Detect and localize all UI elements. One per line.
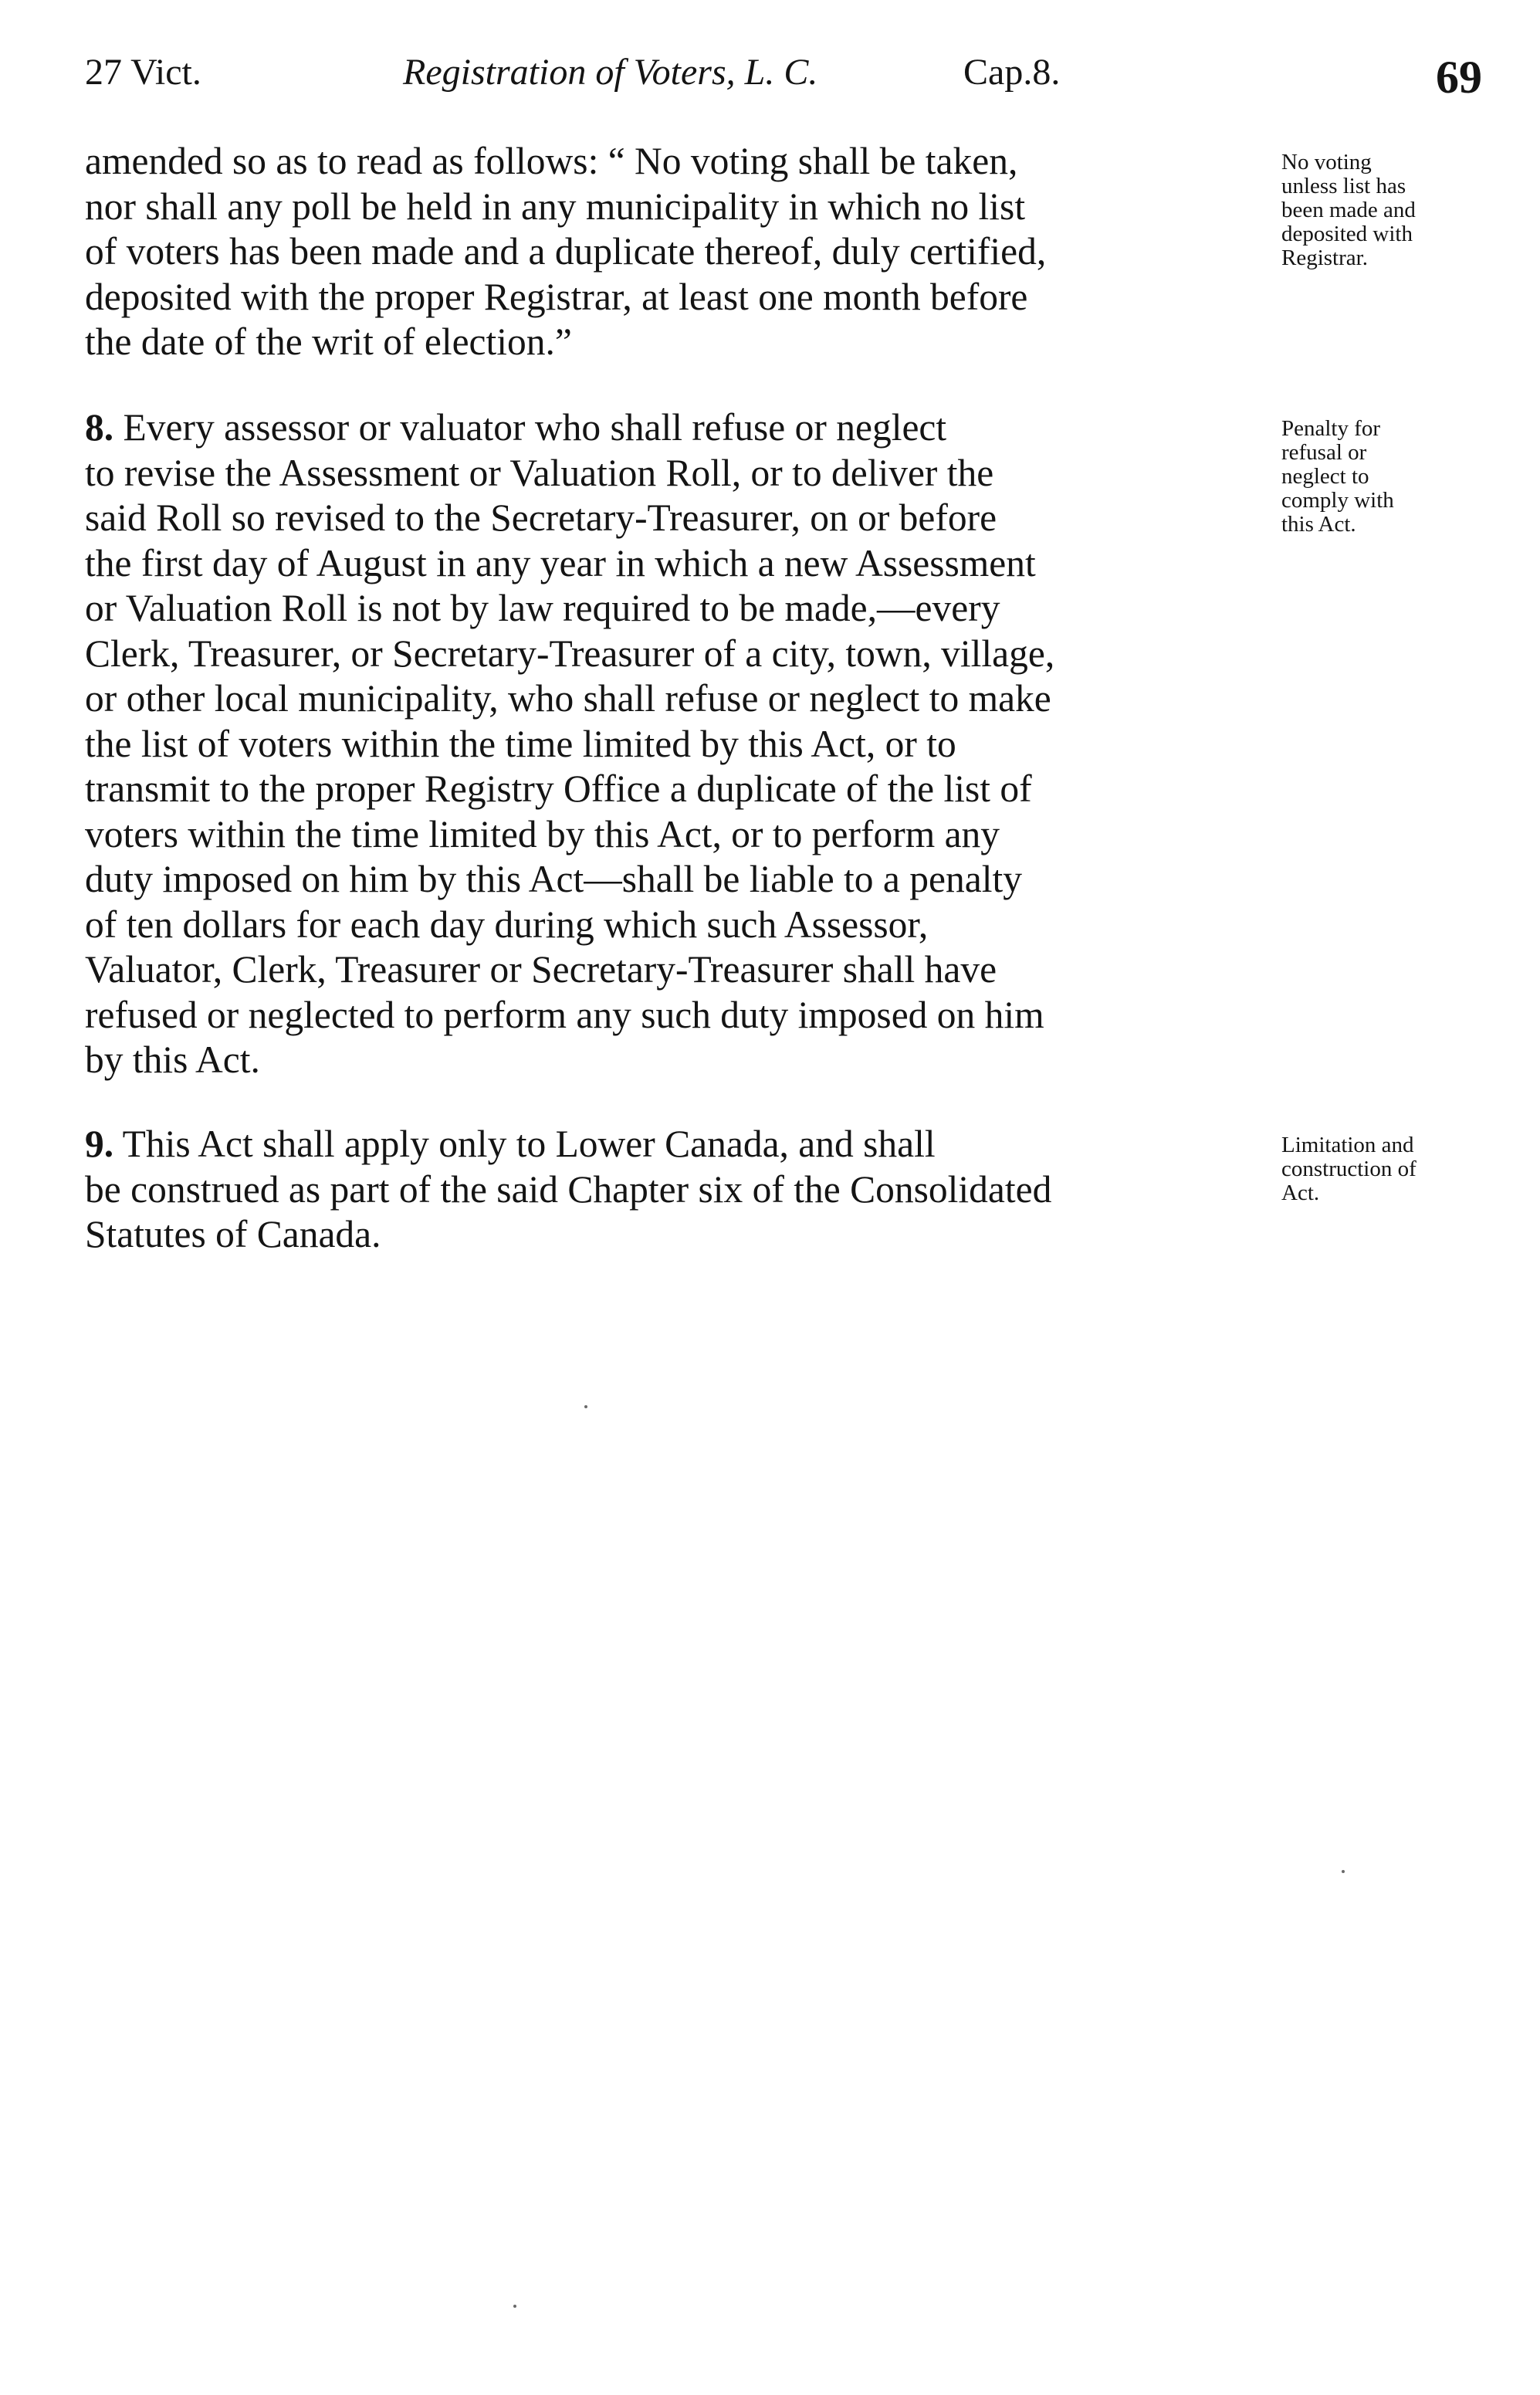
section-text: amended so as to read as follows: “ No voting shall be taken, nor shall any poll be held in any municipality in which no list of voters has been made and a duplicate thereof, duly certified, deposited with the proper Registrar, at least one month before the date of the writ of election.”: [85, 140, 1047, 363]
margin-note-penalty: Penalty for refusal or neglect to comply with this Act.: [1281, 416, 1394, 537]
section-number: 8.: [85, 406, 114, 449]
print-speck: [1342, 1870, 1345, 1873]
section-text: Every assessor or valuator who shall refuse or neglect to revise the Assessment or Valuation Roll, or to deliver the said Roll so revised to the Secretary-Treasurer, on or before the first day of August in any year in which a new Assessment or Valuation Roll is not by law required to be made,—every Clerk, Treasurer, or Secretary-Treasurer of a city, town, village, or other local municipality, who shall refuse or neglect to make the list of voters within the time limited by this Act, or to transmit to the proper Registry Office a duplicate of the list of voters within the time limited by this Act, or to perform any duty imposed on him by this Act—shall be liable to a penalty of ten dollars for each day during which such Assessor, Valuator, Clerk, Treasurer or Secretary-Treasurer shall have refused or neglected to perform any such duty imposed on him by this Act.: [85, 406, 1055, 1081]
page-number: 69: [1436, 52, 1482, 103]
running-title: Registration of Voters, L. C.: [403, 52, 818, 93]
regnal-year: 27 Vict.: [85, 52, 201, 93]
section-number: 9.: [85, 1123, 114, 1165]
section-continuation: [85, 139, 1270, 365]
section-9: [85, 1122, 1270, 1258]
chapter-label: Cap.8.: [963, 52, 1061, 93]
print-speck: [584, 1405, 587, 1408]
margin-note-limitation: Limitation and construction of Act.: [1281, 1133, 1416, 1205]
section-8: [85, 405, 1270, 1083]
running-head: [85, 51, 1482, 105]
section-text: This Act shall apply only to Lower Canada, and shall be construed as part of the said Chapter six of the Consolidated Statutes of Canada.: [85, 1123, 1052, 1255]
print-speck: [513, 2305, 516, 2308]
margin-note-no-voting: No voting unless list has been made and deposited with Registrar.: [1281, 150, 1416, 270]
